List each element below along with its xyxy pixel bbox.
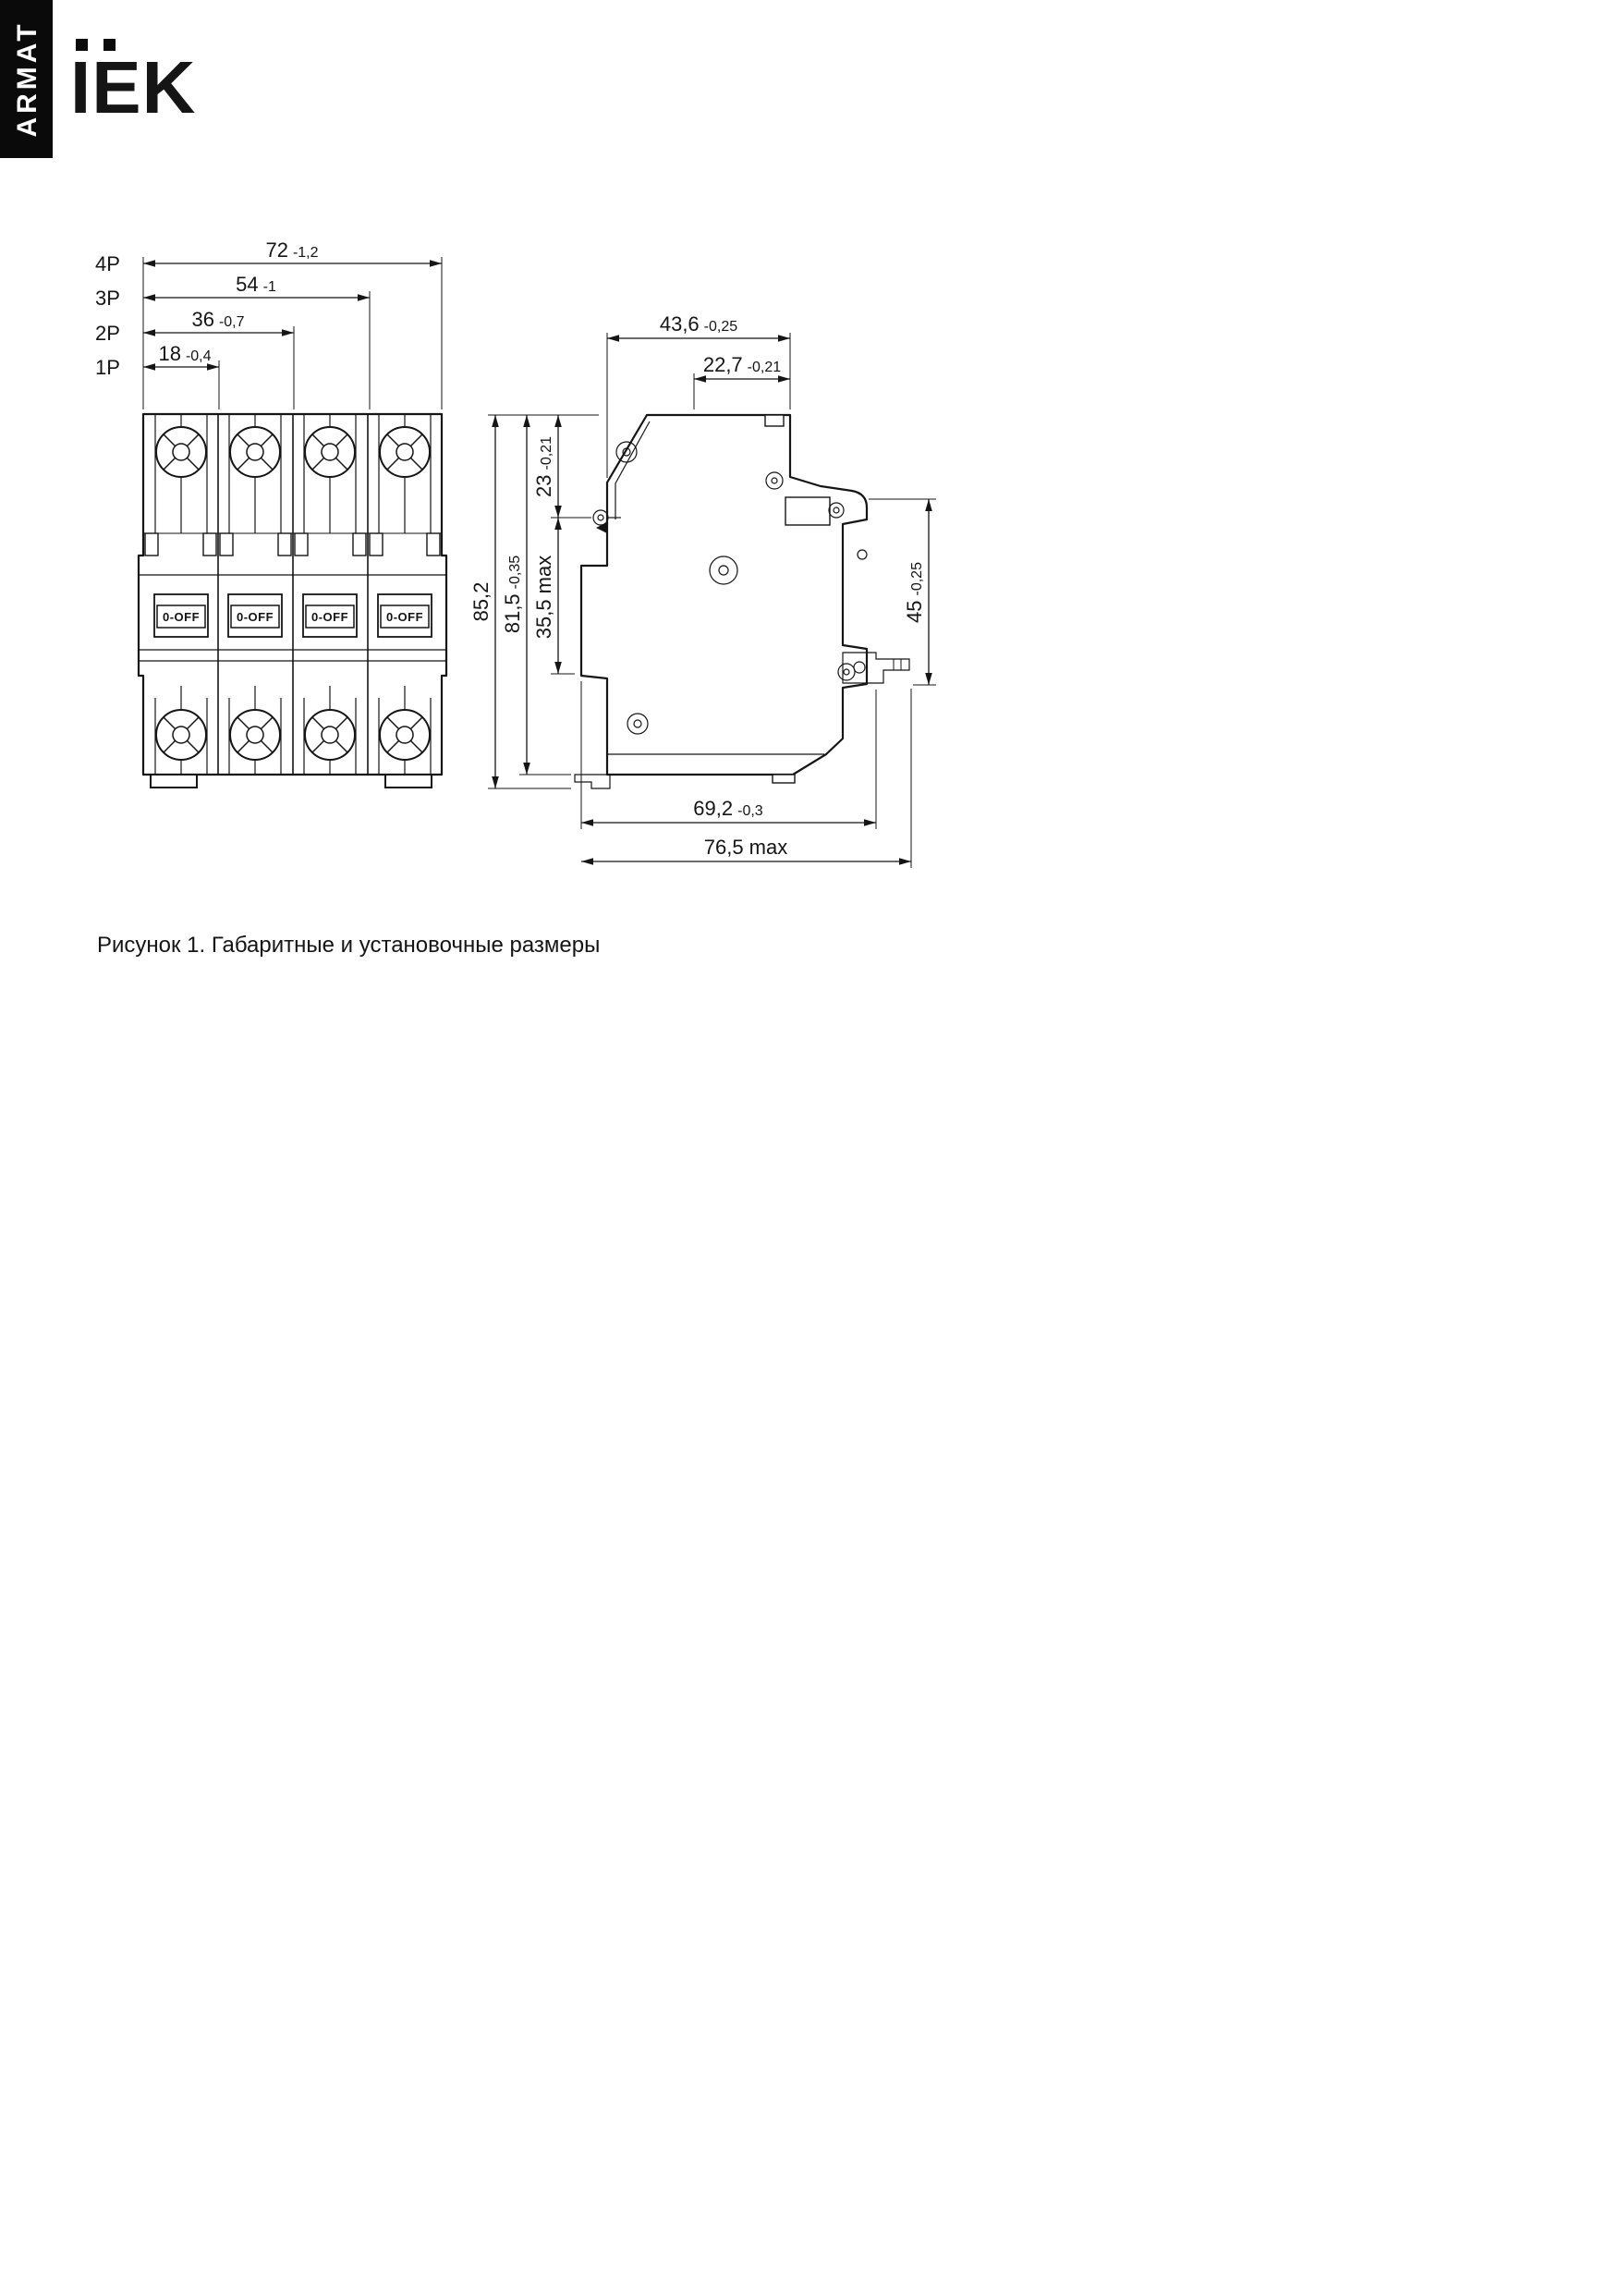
toggle-label-1: 0-OFF bbox=[162, 610, 201, 624]
side-rivets bbox=[593, 442, 867, 734]
side-dim-din-height: 45-0,25 bbox=[903, 562, 926, 623]
front-view bbox=[139, 414, 446, 788]
side-view-outline bbox=[581, 415, 867, 775]
front-foot-right bbox=[385, 775, 432, 788]
side-dim-max-depth: 76,5 max bbox=[703, 836, 788, 859]
side-dim-handle-depth: 35,5 max bbox=[532, 555, 555, 640]
toggle-label-3: 0-OFF bbox=[310, 610, 349, 624]
side-dim-total-height: 85,2 bbox=[469, 581, 493, 622]
front-foot-left bbox=[151, 775, 197, 788]
toggle-label-4: 0-OFF bbox=[385, 610, 424, 624]
side-dim-body-height: 81,5-0,35 bbox=[501, 555, 524, 634]
figure-caption: Рисунок 1. Габаритные и установочные размеры bbox=[97, 933, 601, 958]
pole-label-2p: 2P bbox=[95, 322, 120, 345]
din-latch bbox=[843, 653, 909, 683]
front-dim-2p: 36 -0,7 bbox=[191, 308, 245, 331]
pole-label-3p: 3P bbox=[95, 287, 120, 310]
iek-logo bbox=[70, 39, 196, 128]
side-view-dimensions bbox=[469, 312, 936, 868]
side-dim-top-width: 43,6 -0,25 bbox=[659, 312, 738, 336]
armat-sidebar bbox=[0, 0, 53, 158]
toggle-label-2: 0-OFF bbox=[236, 610, 274, 624]
side-dim-upper-width: 22,7 -0,21 bbox=[702, 353, 782, 376]
pole-label-1p: 1P bbox=[95, 356, 120, 379]
logo-text: IEK bbox=[70, 46, 197, 128]
side-foot-right bbox=[773, 775, 795, 783]
front-dim-4p: 72 -1,2 bbox=[265, 238, 319, 262]
pole-label-4p: 4P bbox=[95, 252, 120, 275]
side-foot-left bbox=[575, 775, 610, 788]
side-dim-front-depth: 23-0,21 bbox=[532, 436, 555, 497]
front-view-dimensions bbox=[95, 238, 442, 409]
brand-vertical-label: ARMAT bbox=[12, 20, 43, 138]
front-dim-3p: 54 -1 bbox=[236, 273, 276, 296]
side-dim-base-depth: 69,2 -0,3 bbox=[693, 797, 763, 820]
front-dim-1p: 18 -0,4 bbox=[158, 342, 212, 365]
side-view bbox=[575, 415, 909, 788]
